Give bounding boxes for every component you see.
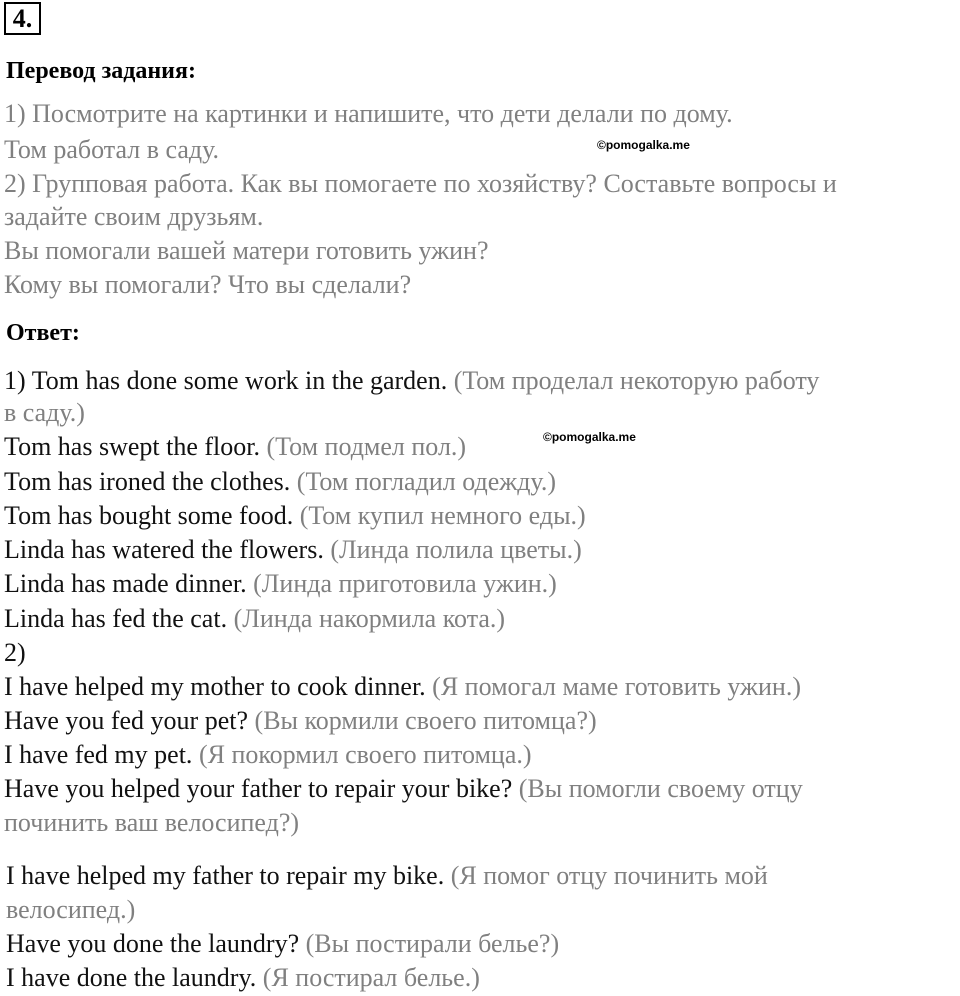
- answer-en: Tom has ironed the clothes.: [4, 467, 291, 496]
- answer-line: [6, 860, 768, 892]
- answer-en: Have you done the laundry?: [6, 929, 300, 958]
- answer-ru: починить ваш велосипед?): [4, 808, 300, 837]
- translation-line: Вы помогали вашей матери готовить ужин?: [4, 236, 489, 265]
- answer-line: [4, 397, 85, 429]
- answer-en: Linda has fed the cat.: [4, 604, 228, 633]
- answer-line: [4, 534, 582, 566]
- answer-line: [6, 928, 559, 960]
- answer-ru: в саду.): [4, 398, 85, 427]
- answer-line: [4, 637, 26, 669]
- answer-line: [6, 894, 135, 926]
- answer-en: Linda has watered the flowers.: [4, 535, 324, 564]
- answer-ru: (Я помог отцу починить мой: [444, 861, 768, 890]
- answer-en: Have you helped your father to repair your bike?: [4, 774, 513, 803]
- answer-line: [4, 603, 505, 635]
- answer-en: I have helped my father to repair my bike.: [6, 861, 445, 890]
- answer-line: [4, 739, 532, 771]
- answer-ru: (Я покормил своего питомца.): [192, 740, 532, 769]
- answer-ru: (Линда накормила кота.): [227, 604, 506, 633]
- answer-heading: Ответ:: [6, 320, 80, 346]
- translation-line: задайте своим друзьям.: [4, 202, 264, 231]
- answer-en: Have you fed your pet?: [4, 706, 249, 735]
- answer-en: I have fed my pet.: [4, 740, 193, 769]
- answer-en: Tom has swept the floor.: [4, 432, 260, 461]
- answer-line: [4, 365, 819, 397]
- answer-ru: (Том погладил одежду.): [290, 467, 556, 496]
- answer-line: [4, 466, 556, 498]
- answer-line: [4, 807, 299, 839]
- watermark: ©pomogalka.me: [543, 430, 636, 444]
- answer-en: Linda has made dinner.: [4, 569, 247, 598]
- task-number: 4.: [4, 2, 41, 35]
- answer-en: I have helped my mother to cook dinner.: [4, 672, 426, 701]
- answer-ru: (Линда полила цветы.): [323, 535, 582, 564]
- answer-en: 2): [4, 638, 26, 667]
- answer-ru: (Вы постирали белье?): [299, 929, 560, 958]
- answer-ru: (Том купил немного еды.): [293, 501, 586, 530]
- answer-ru: (Линда приготовила ужин.): [246, 569, 557, 598]
- translation-line: 2) Групповая работа. Как вы помогаете по хозяйству? Составьте вопросы и: [4, 169, 837, 198]
- answer-en: I have done the laundry.: [6, 963, 257, 992]
- answer-ru: (Я постирал белье.): [256, 963, 480, 992]
- translation-line: Том работал в саду.: [4, 135, 220, 164]
- answer-ru: (Я помогал маме готовить ужин.): [425, 672, 801, 701]
- answer-ru: (Вы помогли своему отцу: [512, 774, 803, 803]
- answer-line: [4, 500, 586, 532]
- watermark: ©pomogalka.me: [597, 138, 690, 152]
- answer-en: 1) Tom has done some work in the garden.: [4, 366, 448, 395]
- answer-ru: (Вы кормили своего питомца?): [248, 706, 597, 735]
- translation-heading: Перевод задания:: [6, 58, 196, 84]
- answer-line: [4, 705, 597, 737]
- answer-ru: велосипед.): [6, 895, 136, 924]
- answer-line: [4, 773, 803, 805]
- answer-ru: (Том подмел пол.): [259, 432, 467, 461]
- answer-ru: (Том проделал некоторую работу: [447, 366, 820, 395]
- answer-line: [4, 568, 557, 600]
- answer-line: [4, 671, 801, 703]
- translation-line: Кому вы помогали? Что вы сделали?: [4, 270, 412, 299]
- answer-line: [4, 431, 466, 463]
- translation-line: 1) Посмотрите на картинки и напишите, что дети делали по дому.: [4, 99, 733, 128]
- answer-en: Tom has bought some food.: [4, 501, 294, 530]
- answer-line: [6, 962, 480, 994]
